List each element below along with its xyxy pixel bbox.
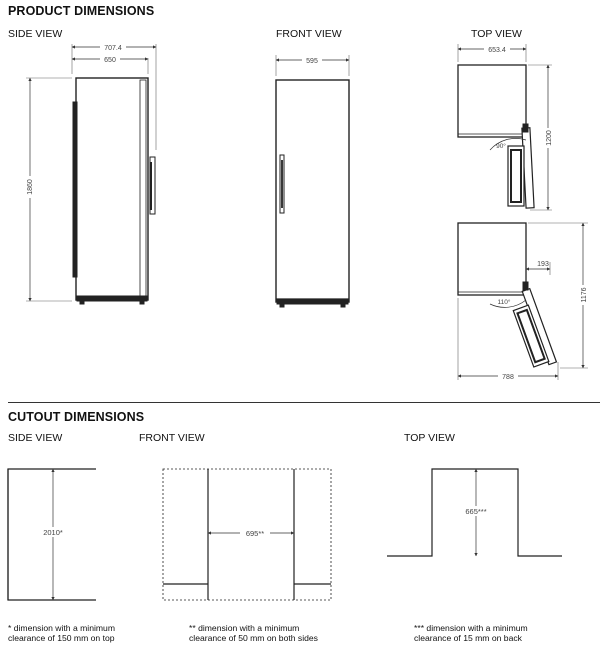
cutout-front-note: ** dimension with a minimum clearance of 50 mm on both sides — [189, 623, 318, 643]
dim-cutout-height: 2010* — [43, 528, 63, 537]
cutout-front-view-label: FRONT VIEW — [139, 432, 205, 444]
side-back-panel — [73, 102, 77, 277]
front-body — [276, 80, 349, 302]
dim-top-open-depth: 1200 — [546, 130, 553, 146]
product-top-view-label: TOP VIEW — [471, 28, 522, 40]
side-base — [77, 296, 147, 301]
dim-top-open-depth-110: 1176 — [581, 287, 588, 303]
cutout-side-view-label: SIDE VIEW — [8, 432, 63, 444]
product-dimensions-title: PRODUCT DIMENSIONS — [8, 4, 155, 18]
product-side-view — [26, 44, 156, 304]
cutout-dimensions-title: CUTOUT DIMENSIONS — [8, 410, 145, 424]
dim-side-depth: 650 — [104, 57, 116, 64]
product-front-view — [276, 55, 349, 307]
dim-top-total-width: 788 — [502, 374, 514, 381]
dim-front-width: 595 — [306, 58, 318, 65]
product-top-view-90 — [458, 44, 552, 210]
cutout-top-note: *** dimension with a minimum clearance of 15 mm on back — [414, 623, 528, 643]
product-top-view-110 — [458, 223, 588, 380]
cutout-top-view-label: TOP VIEW — [404, 432, 455, 444]
top-body-110 — [458, 223, 526, 295]
side-body — [76, 78, 148, 300]
dim-top-angle-90: 90° — [496, 143, 506, 150]
product-side-view-label: SIDE VIEW — [8, 28, 63, 40]
product-front-view-label: FRONT VIEW — [276, 28, 342, 40]
top-body — [458, 65, 526, 137]
dim-cutout-width: 695** — [245, 529, 265, 538]
dim-top-width: 653.4 — [488, 47, 506, 54]
dim-top-angle-110: 110° — [497, 299, 511, 306]
dim-cutout-depth: 665*** — [465, 507, 487, 516]
cutout-side-note: * dimension with a minimum clearance of 150 mm on top — [8, 623, 115, 643]
dim-side-height: 1860 — [27, 179, 34, 195]
dim-side-depth-total: 707.4 — [104, 45, 122, 52]
dim-top-offset: 193 — [537, 261, 549, 268]
